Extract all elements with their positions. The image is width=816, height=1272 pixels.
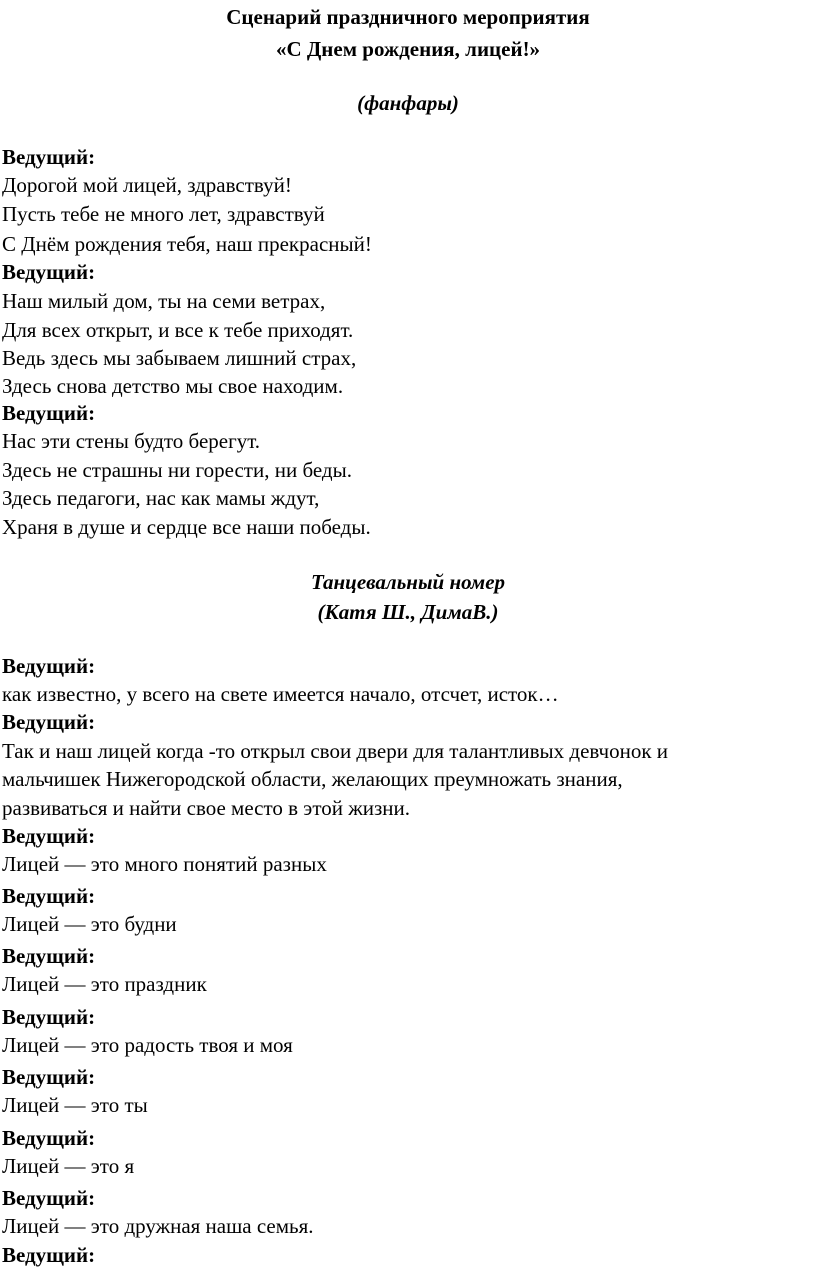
verse-line: Нас эти стены будто берегут. xyxy=(2,429,261,453)
verse-line: Для всех открыт, и все к тебе приходят. xyxy=(2,318,354,342)
stage-direction-fanfare: (фанфары) xyxy=(357,91,459,115)
speech-line: Лицей — это дружная наша семья. xyxy=(2,1214,314,1238)
speech-line: Лицей — это радость твоя и моя xyxy=(2,1033,293,1057)
speaker-label: Ведущий: xyxy=(2,710,96,734)
document-subtitle: «С Днем рождения, лицей!» xyxy=(275,37,541,61)
speech-line: Лицей — это много понятий разных xyxy=(2,852,327,876)
speaker-label: Ведущий: xyxy=(2,884,96,908)
speaker-label: Ведущий: xyxy=(2,145,96,169)
speech-line: Лицей — это праздник xyxy=(2,972,207,996)
dance-number-title: Танцевальный номер xyxy=(310,570,506,594)
verse-line: Храня в душе и сердце все наши победы. xyxy=(2,515,371,539)
document-title: Сценарий праздничного мероприятия xyxy=(226,5,590,29)
speech-line: развиваться и найти свое место в этой жизни. xyxy=(2,796,410,820)
speaker-label: Ведущий: xyxy=(2,1186,96,1210)
speaker-label: Ведущий: xyxy=(2,1126,96,1150)
verse-line: Дорогой мой лицей, здравствуй! xyxy=(2,173,292,197)
verse-line: Здесь педагоги, нас как мамы ждут, xyxy=(2,486,320,510)
speech-line: Лицей — это ты xyxy=(2,1093,148,1117)
speaker-label: Ведущий: xyxy=(2,654,96,678)
speaker-label: Ведущий: xyxy=(2,260,96,284)
verse-line: Здесь не страшны ни горести, ни беды. xyxy=(2,458,352,482)
verse-line: Ведь здесь мы забываем лишний страх, xyxy=(2,346,357,370)
verse-line: Пусть тебе не много лет, здравствуй xyxy=(2,202,325,226)
speaker-label: Ведущий: xyxy=(2,401,96,425)
speech-line: как известно, у всего на свете имеется начало, отсчет, исток… xyxy=(2,682,559,706)
speaker-label: Ведущий: xyxy=(2,944,96,968)
verse-line: Наш милый дом, ты на семи ветрах, xyxy=(2,289,326,313)
verse-line: Здесь снова детство мы свое находим. xyxy=(2,374,344,398)
speech-line: мальчишек Нижегородской области, желающих преумножать знания, xyxy=(2,767,623,791)
verse-line: С Днём рождения тебя, наш прекрасный! xyxy=(2,232,372,256)
speaker-label: Ведущий: xyxy=(2,1065,96,1089)
speech-line: Лицей — это будни xyxy=(2,912,177,936)
speaker-label: Ведущий: xyxy=(2,1005,96,1029)
speech-line: Так и наш лицей когда -то открыл свои двери для талантливых девчонок и xyxy=(2,739,669,763)
speech-line: Лицей — это я xyxy=(2,1154,135,1178)
speaker-label: Ведущий: xyxy=(2,1243,96,1267)
dance-performers: (Катя Ш., ДимаВ.) xyxy=(317,600,499,624)
speaker-label: Ведущий: xyxy=(2,824,96,848)
